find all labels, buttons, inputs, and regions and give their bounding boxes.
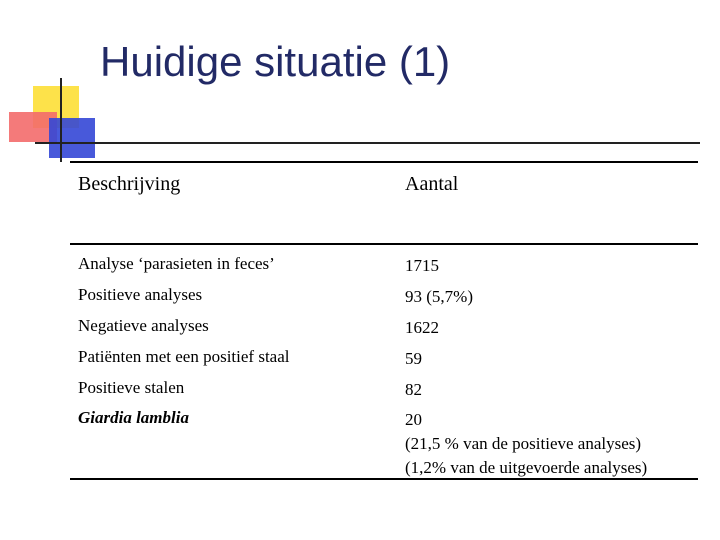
slide-title: Huidige situatie (1) (100, 38, 451, 85)
table-body (70, 245, 698, 478)
row-label: Analyse ‘parasieten in feces’ (78, 254, 275, 273)
header-count: Aantal (405, 173, 459, 195)
data-table (70, 161, 698, 480)
row-value: 59 (405, 349, 422, 368)
header-description: Beschrijving (78, 173, 181, 195)
row-value: 1622 (405, 318, 439, 337)
row-value-multiline (405, 408, 647, 480)
row-label: Giardia lamblia (78, 408, 189, 427)
row-label: Positieve stalen (78, 378, 185, 397)
row-value-line2: (21,5 % van de positieve analyses) (405, 434, 642, 453)
row-label: Negatieve analyses (78, 316, 209, 335)
row-value: 1715 (405, 256, 439, 275)
row-value-line3: (1,2% van de uitgevoerde analyses) (405, 458, 648, 477)
row-value: 93 (5,7%) (405, 287, 473, 306)
row-label: Positieve analyses (78, 285, 203, 304)
table-header (70, 163, 698, 243)
decor-blue-square (49, 118, 95, 158)
row-value: 82 (405, 380, 422, 399)
row-value: 20 (405, 410, 422, 429)
decor-horizontal-line (35, 142, 700, 144)
row-label: Patiënten met een positief staal (78, 347, 290, 366)
decor-vertical-line (60, 78, 62, 162)
